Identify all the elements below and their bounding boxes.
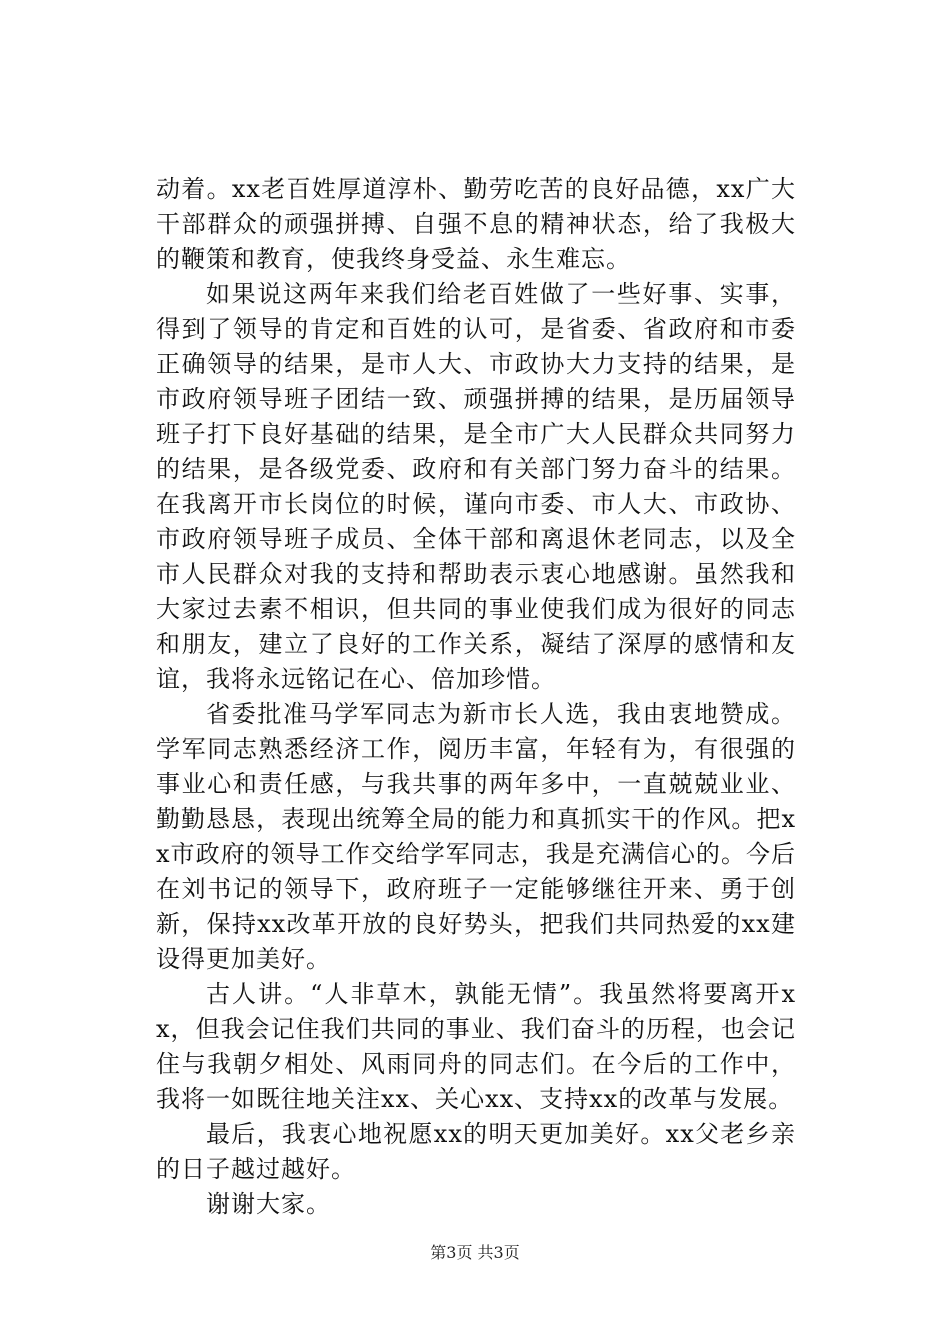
paragraph-continuation: 动着。xx老百姓厚道淳朴、勤劳吃苦的良好品德，xx广大干部群众的顽强拼搏、自强不息的精神状态，给了我极大的鞭策和教育，使我终身受益、永生难忘。 bbox=[156, 175, 796, 273]
paragraph-acknowledgement: 如果说这两年来我们给老百姓做了一些好事、实事，得到了领导的肯定和百姓的认可，是省委、省政府和市委正确领导的结果，是市人大、市政协大力支持的结果，是市政府领导班子团结一致、顽强拼搏的结果，是历届领导班子打下良好基础的结果，是全市广大人民群众共同努力的结果，是各级党委、政府和有关部门努力奋斗的结果。在我离开市长岗位的时候，谨向市委、市人大、市政协、市政府领导班子成员、全体干部和离退休老同志，以及全市人民群众对我的支持和帮助表示衷心地感谢。虽然我和大家过去素不相识，但共同的事业使我们成为很好的同志和朋友，建立了良好的工作关系，凝结了深厚的感情和友谊，我将永远铭记在心、倍加珍惜。 bbox=[156, 280, 796, 693]
paragraph-successor: 省委批准马学军同志为新市长人选，我由衷地赞成。学军同志熟悉经济工作，阅历丰富，年轻有为，有很强的事业心和责任感，与我共事的两年多中，一直兢兢业业、勤勤恳恳，表现出统筹全局的能力和真抓实干的作风。把xx市政府的领导工作交给学军同志，我是充满信心的。今后在刘书记的领导下，政府班子一定能够继往开来、勇于创新，保持xx改革开放的良好势头，把我们共同热爱的xx建设得更加美好。 bbox=[156, 700, 796, 973]
document-body bbox=[156, 172, 796, 1222]
paragraph-farewell: 古人讲。“人非草木，孰能无情”。我虽然将要离开xx，但我会记住我们共同的事业、我们奋斗的历程，也会记住与我朝夕相处、风雨同舟的同志们。在今后的工作中，我将一如既往地关注xx、关心xx、支持xx的改革与发展。 bbox=[156, 980, 796, 1113]
paragraph-thanks: 谢谢大家。 bbox=[206, 1190, 331, 1218]
page-footer: 第3页 共3页 bbox=[430, 1243, 520, 1262]
paragraph-wishes: 最后，我衷心地祝愿xx的明天更加美好。xx父老乡亲的日子越过越好。 bbox=[156, 1120, 796, 1183]
